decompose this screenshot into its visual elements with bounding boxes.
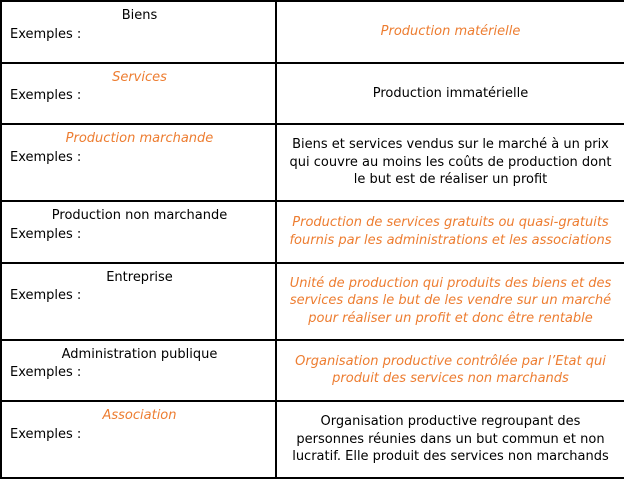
term-label: Entreprise xyxy=(106,269,173,285)
term-cell xyxy=(1,201,276,263)
definition-cell xyxy=(276,63,624,125)
examples-label: Exemples : xyxy=(10,288,82,304)
definition-text: Biens et services vendus sur le marché à un prix qui couvre au moins les coûts de production dont le but est de réaliser un profit xyxy=(289,137,612,188)
definition-cell xyxy=(276,401,624,478)
table-row xyxy=(1,201,624,263)
examples-label: Exemples : xyxy=(10,26,82,42)
table-row xyxy=(1,63,624,125)
definition-cell xyxy=(276,263,624,340)
definition-text: Unité de production qui produits des biens et des services dans le but de les vendre sur un marché pour réaliser un profit et donc être rentable xyxy=(289,275,612,326)
term-label: Services xyxy=(112,69,167,85)
examples-label: Exemples : xyxy=(10,88,82,104)
term-label: Administration publique xyxy=(61,346,218,362)
definition-cell xyxy=(276,124,624,201)
definition-cell xyxy=(276,201,624,263)
examples-label: Exemples : xyxy=(10,226,82,242)
term-cell xyxy=(1,124,276,201)
definition-cell xyxy=(276,1,624,63)
definition-text: Production immatérielle xyxy=(372,85,529,101)
table-row xyxy=(1,401,624,478)
examples-label: Exemples : xyxy=(10,149,82,165)
table-row xyxy=(1,124,624,201)
table-row xyxy=(1,1,624,63)
examples-label: Exemples : xyxy=(10,365,82,381)
definition-text: Production matérielle xyxy=(380,24,521,40)
definition-text: Organisation productive regroupant des personnes réunies dans un but commun et non lucratif. Elle produit des services non marchands xyxy=(292,414,609,465)
term-label: Production non marchande xyxy=(51,208,228,224)
term-label: Association xyxy=(102,408,177,424)
definition-text: Organisation productive contrôlée par l’Etat qui produit des services non marchands xyxy=(295,353,606,387)
examples-label: Exemples : xyxy=(10,426,82,442)
term-cell xyxy=(1,340,276,402)
term-cell xyxy=(1,263,276,340)
term-cell xyxy=(1,401,276,478)
definition-cell xyxy=(276,340,624,402)
term-cell xyxy=(1,63,276,125)
table-row xyxy=(1,263,624,340)
term-label: Biens xyxy=(121,8,158,23)
definition-text: Production de services gratuits ou quasi-gratuits fournis par les administrations et les associations xyxy=(289,215,612,248)
table-row xyxy=(1,340,624,402)
term-cell xyxy=(1,1,276,63)
term-label: Production marchande xyxy=(65,131,214,147)
